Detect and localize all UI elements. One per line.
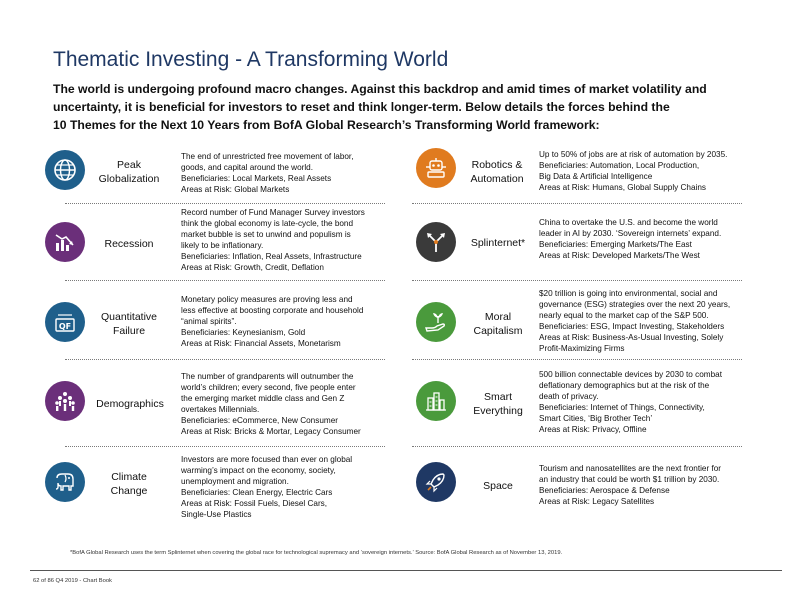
theme-description-demographics: The number of grandparents will outnumber the world’s children; every second, five people enter the emerging market middle class and Gen Z overtakes Millennials. Beneficiaries: eCommerce, New Consumer Areas at Risk: Bricks & Mortar, Legacy Consumer	[181, 372, 361, 437]
theme-name-climate-change: Climate Change	[110, 471, 148, 497]
elephant-icon	[45, 462, 85, 502]
theme-description-space: Tourism and nanosatellites are the next frontier for an industry that could be worth $1 trillion by 2030. Beneficiaries: Aerospace & Defense Areas at Risk: Legacy Satellites	[539, 464, 722, 507]
people-icon	[45, 381, 85, 421]
theme-name-recession: Recession	[104, 238, 154, 250]
qf-icon	[45, 302, 85, 342]
rocket-icon	[416, 462, 456, 502]
theme-description-peak-globalization: The end of unrestricted free movement of labor, goods, and capital around the world. Beneficiaries: Local Markets, Real Assets Areas at Risk: Global Markets	[181, 152, 354, 195]
theme-name-smart-everything: Smart Everything	[473, 391, 523, 417]
footer-divider	[30, 570, 782, 571]
theme-description-robotics-automation: Up to 50% of jobs are at risk of automation by 2035. Beneficiaries: Automation, Local Production, Big Data & Artificial Intelligence Areas at Risk: Humans, Global Supply Chains	[539, 150, 728, 193]
theme-name-moral-capitalism: Moral Capitalism	[473, 311, 523, 337]
page-number: 62 of 86 Q4 2019 - Chart Book	[33, 578, 112, 584]
theme-name-robotics-automation: Robotics & Automation	[470, 159, 524, 185]
divider	[412, 280, 742, 281]
theme-name-splinternet: Splinternet*	[470, 237, 526, 249]
divider	[65, 359, 385, 360]
divider	[412, 203, 742, 204]
split-arrow-icon	[416, 222, 456, 262]
divider	[65, 203, 385, 204]
svg-text:QF: QF	[58, 322, 72, 331]
divider	[65, 446, 385, 447]
intro-line: The world is undergoing profound macro changes. Against this backdrop and amid times of market volatility and	[53, 82, 707, 96]
globe-icon	[45, 150, 85, 190]
city-icon	[416, 381, 456, 421]
theme-description-climate-change: Investors are more focused than ever on global warming’s impact on the economy, society, unemployment and migration. Beneficiaries: Clean Energy, Electric Cars Areas at Risk: Fossil Fuels, Diesel Cars, Single-Use Plastics	[181, 455, 353, 520]
theme-description-moral-capitalism: $20 trillion is going into environmental, social and governance (ESG) strategies over the next 20 years, nearly equal to the market cap of the S&P 500. Beneficiaries: ESG, Impact Investing, Stakeholders Areas at Risk: Business-As-Usual Investing, Solely Profit-Maximizing Firms	[539, 289, 731, 354]
theme-description-quantitative-failure: Monetary policy measures are proving less and less effective at boosting corporate and household “animal spirits”. Beneficiaries: Keynesianism, Gold Areas at Risk: Financial Assets, Monetarism	[181, 295, 364, 349]
theme-description-splinternet: China to overtake the U.S. and become the world leader in AI by 2030. ‘Sovereign internets’ expand. Beneficiaries: Emerging Markets/The East Areas at Risk: Developed Markets/The West	[539, 218, 722, 261]
theme-name-space: Space	[483, 480, 513, 492]
divider	[412, 359, 742, 360]
divider	[412, 446, 742, 447]
page-title: Thematic Investing - A Transforming World	[53, 48, 449, 71]
falling-chart-icon	[45, 222, 85, 262]
intro-line: 10 Themes for the Next 10 Years from BofA Global Research’s Transforming World framework:	[53, 118, 600, 132]
intro-line: uncertainty, it is beneficial for investors to reset and think longer-term. Below details the forces behind the	[53, 100, 670, 114]
theme-name-quantitative-failure: Quantitative Failure	[100, 311, 158, 337]
footnote: *BofA Global Research uses the term Splinternet when covering the global race for technological supremacy and ‘sovereign internets.’ Source: BofA Global Research as of November 13, 2019.	[70, 550, 563, 556]
theme-name-demographics: Demographics	[96, 398, 164, 410]
plant-hand-icon	[416, 302, 456, 342]
theme-description-recession: Record number of Fund Manager Survey investors think the global economy is late-cycle, the bond market bubble is set to unwind and populism is likely to be inflationary. Beneficiaries: Inflation, Real Assets, Infrastructure Areas at Risk: Growth, Credit, Deflation	[181, 208, 365, 273]
divider	[65, 280, 385, 281]
theme-description-smart-everything: 500 billion connectable devices by 2030 to combat deflationary demographics but at the risk of the death of privacy. Beneficiaries: Internet of Things, Connectivity, Smart Cities, ‘Big Brother Tech’ Areas at Risk: Privacy, Offline	[539, 370, 722, 435]
theme-name-peak-globalization: Peak Globalization	[98, 159, 160, 185]
intro-paragraph	[53, 80, 743, 134]
robot-icon	[416, 148, 456, 188]
